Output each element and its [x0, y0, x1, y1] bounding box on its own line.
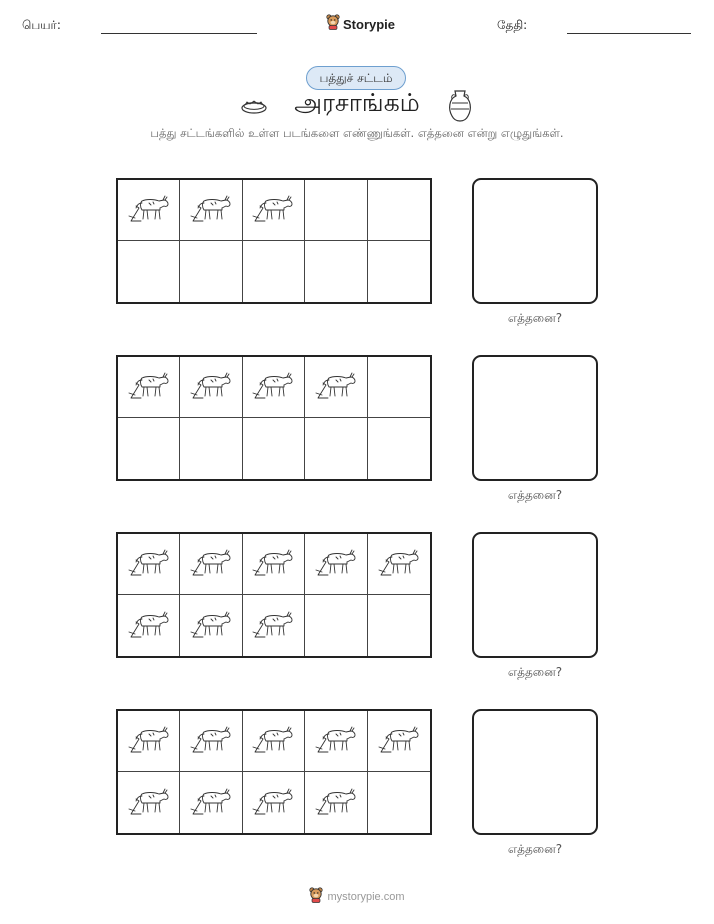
page-title: அரசாங்கம் — [294, 88, 420, 117]
brand-logo — [326, 14, 395, 34]
name-field[interactable] — [101, 33, 257, 34]
ten-frame-cell — [305, 534, 367, 595]
answer-box-1[interactable] — [472, 178, 598, 304]
ten-frame-4 — [116, 709, 432, 835]
ox-plough-icon — [189, 723, 233, 759]
ten-frame-cell — [180, 241, 242, 302]
ox-plough-icon — [189, 192, 233, 228]
instructions: பத்து சட்டங்களில் உள்ள படங்களை எண்ணுங்கள். எத்தனை என்று எழுதுங்கள். — [150, 126, 564, 140]
ox-plough-icon — [251, 546, 295, 582]
answer-label-1: எத்தனை? — [507, 311, 563, 325]
ten-frame-cell — [180, 357, 242, 418]
ox-plough-icon — [377, 723, 421, 759]
ten-frame-cell — [118, 418, 180, 479]
ten-frame-cell — [118, 711, 180, 772]
answer-box-4[interactable] — [472, 709, 598, 835]
ten-frame-cell — [118, 357, 180, 418]
ox-plough-icon — [127, 192, 171, 228]
ten-frame-cell — [368, 772, 430, 833]
ox-plough-icon — [127, 546, 171, 582]
ten-frame-badge: பத்துச் சட்டம் — [306, 66, 406, 90]
ten-frame-cell — [368, 241, 430, 302]
ox-plough-icon — [127, 369, 171, 405]
ten-frame-cell — [243, 241, 305, 302]
brand-name: Storypie — [343, 16, 396, 32]
ten-frame-cell — [305, 595, 367, 656]
date-field[interactable] — [567, 33, 691, 34]
ox-plough-icon — [189, 608, 233, 644]
ten-frame-cell — [118, 180, 180, 241]
ten-frame-cell — [180, 711, 242, 772]
ten-frame-cell — [305, 241, 367, 302]
ox-plough-icon — [251, 192, 295, 228]
ten-frame-cell — [305, 357, 367, 418]
ox-plough-icon — [127, 608, 171, 644]
ten-frame-cell — [243, 534, 305, 595]
ox-plough-icon — [189, 546, 233, 582]
ox-plough-icon — [189, 369, 233, 405]
ten-frame-cell — [305, 180, 367, 241]
ox-plough-icon — [314, 723, 358, 759]
ox-plough-icon — [314, 785, 358, 821]
ox-plough-icon — [251, 723, 295, 759]
ten-frame-3 — [116, 532, 432, 658]
ten-frame-cell — [118, 772, 180, 833]
ten-frame-cell — [180, 180, 242, 241]
ten-frame-cell — [368, 357, 430, 418]
bear-mascot-icon — [326, 14, 340, 34]
ten-frame-cell — [368, 180, 430, 241]
ten-frame-cell — [368, 595, 430, 656]
date-label: தேதி: — [497, 18, 528, 32]
ten-frame-cell — [118, 241, 180, 302]
ten-frame-cell — [180, 418, 242, 479]
ten-frame-cell — [243, 180, 305, 241]
ox-plough-icon — [251, 369, 295, 405]
ox-plough-icon — [251, 608, 295, 644]
ten-frame-cell — [243, 357, 305, 418]
ten-frame-cell — [118, 595, 180, 656]
ten-frame-cell — [368, 711, 430, 772]
ten-frame-cell — [243, 418, 305, 479]
answer-label-3: எத்தனை? — [507, 665, 563, 679]
ox-plough-icon — [377, 546, 421, 582]
ox-plough-icon — [127, 723, 171, 759]
footer-site: mystorypie.com — [327, 891, 405, 903]
ten-frame-cell — [180, 534, 242, 595]
answer-box-3[interactable] — [472, 532, 598, 658]
ten-frame-cell — [305, 418, 367, 479]
ox-plough-icon — [127, 785, 171, 821]
urn-icon — [446, 89, 474, 127]
ten-frame-cell — [180, 772, 242, 833]
ox-plough-icon — [251, 785, 295, 821]
ten-frame-cell — [305, 711, 367, 772]
footer — [0, 887, 714, 907]
ten-frame-cell — [368, 534, 430, 595]
ox-plough-icon — [314, 369, 358, 405]
ox-plough-icon — [189, 785, 233, 821]
ox-plough-icon — [314, 546, 358, 582]
ten-frame-cell — [305, 772, 367, 833]
ten-frame-cell — [243, 711, 305, 772]
ten-frame-cell — [243, 595, 305, 656]
ten-frame-cell — [118, 534, 180, 595]
bear-mascot-icon — [309, 887, 323, 907]
answer-box-2[interactable] — [472, 355, 598, 481]
ten-frame-cell — [180, 595, 242, 656]
answer-label-2: எத்தனை? — [507, 488, 563, 502]
name-label: பெயர்: — [22, 18, 61, 32]
ten-frame-cell — [368, 418, 430, 479]
ten-frame-2 — [116, 355, 432, 481]
answer-label-4: எத்தனை? — [507, 842, 563, 856]
ten-frame-1 — [116, 178, 432, 304]
ten-frame-cell — [243, 772, 305, 833]
